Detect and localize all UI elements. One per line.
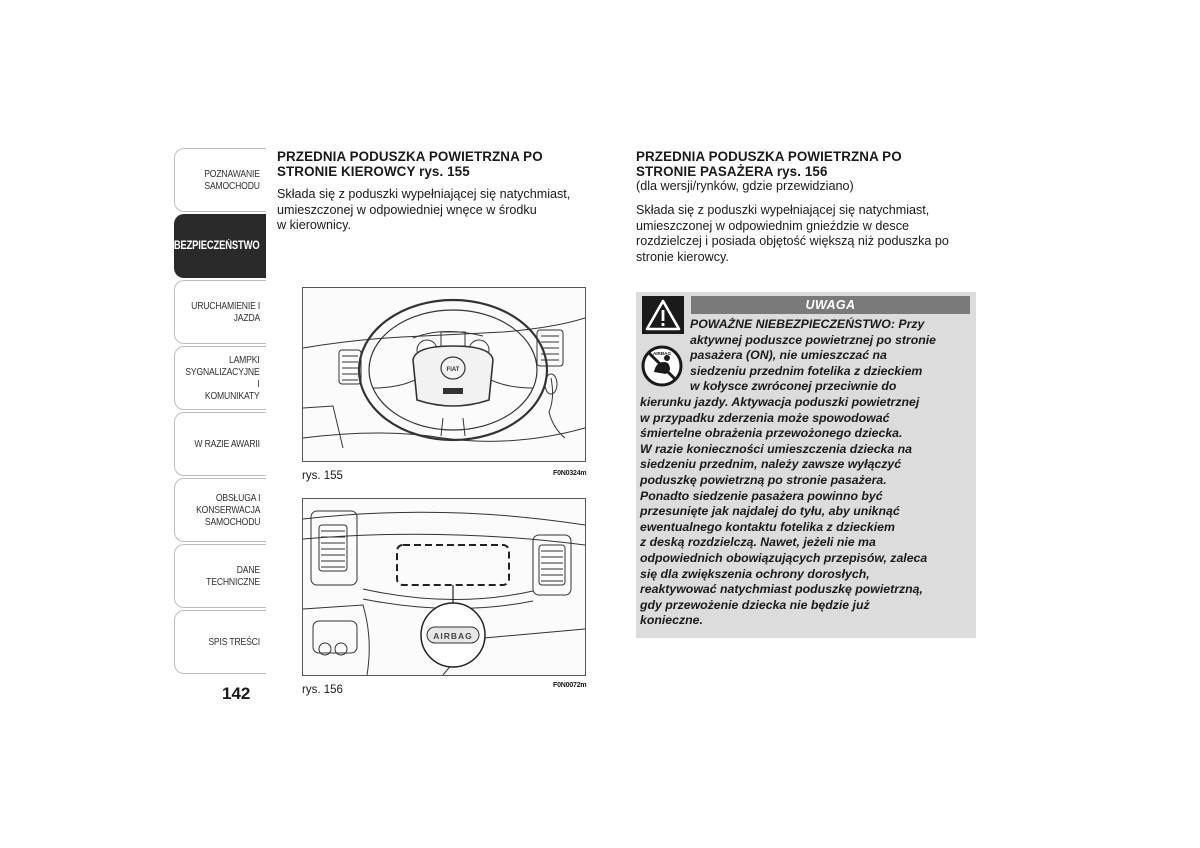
figure-caption-156: rys. 156 (302, 684, 343, 696)
tab-label: POZNAWANIE SAMOCHODU (204, 168, 260, 192)
fiat-logo: FIAT (446, 367, 460, 373)
steering-wheel-illustration (303, 288, 585, 461)
tab-dane-techniczne[interactable] (174, 544, 266, 608)
section-heading-driver: PRZEDNIA PODUSZKA POWIETRZNA PO STRONIE KIEROWCY rys. 155 (277, 149, 543, 179)
warning-text-indented: POWAŻNE NIEBEZPIECZEŃSTWO: Przy aktywnej poduszce powietrznej po stronie pasażera (ON), nie umieszczać na siedzeniu przednim fotelika z dzieckiem w kołysce zwróconej przeciwnie do (690, 317, 936, 394)
tab-label: URUCHAMIENIE I JAZDA (191, 300, 260, 324)
chapter-tabs (174, 148, 266, 676)
tab-poznawanie-samochodu[interactable] (174, 148, 266, 212)
tab-label: LAMPKI SYGNALIZACYJNE I KOMUNIKATY (185, 354, 260, 402)
section-subheading: (dla wersji/rynków, gdzie przewidziano) (636, 179, 854, 193)
warning-triangle-icon (642, 296, 684, 334)
passenger-dashboard-illustration (303, 499, 585, 675)
figure-passenger-dashboard (302, 498, 586, 676)
tab-bezpieczenstwo[interactable] (174, 214, 266, 278)
tab-label: OBSŁUGA I KONSERWACJA SAMOCHODU (195, 492, 260, 528)
figure-code-155: F0N0324m (553, 470, 587, 477)
figure-code-156: F0N0072m (553, 682, 587, 689)
tab-obsluga-i-konserwacja[interactable] (174, 478, 266, 542)
warning-title: UWAGA (691, 296, 970, 314)
tab-label: BEZPIECZEŃSTWO (174, 240, 260, 252)
warning-text-full: kierunku jazdy. Aktywacja poduszki powietrznej w przypadku zderzenia może spowodować śmiertelne obrażenia przewożonego dziecka. W razie konieczności umieszczenia dziecka na siedzeniu przednim, należy zawsze wyłączyć poduszkę powietrzną po stronie pasażera. Ponadto siedzenie pasażera powinno być przesunięte jak najdalej do tyłu, aby uniknąć ewentualnego kontaktu fotelika z dzieckiem z deską rozdzielczą. Nawet, jeżeli nie ma odpowiednich obowiązujących przepisów, zaleca się dla zwiększenia ochrony dorosłych, reaktywować natychmiast poduszkę powietrzną, gdy przewożenie dziecka nie będzie już konieczne. (640, 395, 928, 628)
section-heading-passenger: PRZEDNIA PODUSZKA POWIETRZNA PO STRONIE PASAŻERA rys. 156 (636, 149, 902, 179)
tab-spis-tresci[interactable] (174, 610, 266, 674)
section-body-passenger: Składa się z poduszki wypełniającej się natychmiast, umieszczonej w odpowiednim gnieździe w desce rozdzielczej i posiada objętość większą niż poduszka po stronie kierowcy. (636, 203, 949, 264)
tab-label: W RAZIE AWARII (194, 438, 260, 450)
warning-box (636, 292, 976, 638)
figure-caption-155: rys. 155 (302, 470, 343, 482)
figure-steering-wheel (302, 287, 586, 462)
svg-text:AIRBAG: AIRBAG (652, 351, 672, 356)
section-body-driver: Składa się z poduszki wypełniającej się natychmiast, umieszczonej w odpowiedniej wnęce w środku w kierownicy. (277, 187, 571, 232)
tab-label: SPIS TREŚCI (208, 636, 260, 648)
tab-label: DANE TECHNICZNE (206, 564, 260, 588)
tab-uruchamienie-i-jazda[interactable] (174, 280, 266, 344)
no-child-seat-airbag-icon (640, 344, 684, 388)
page-number: 142 (222, 684, 251, 703)
airbag-badge: AIRBAG (433, 631, 473, 641)
tab-w-razie-awarii[interactable] (174, 412, 266, 476)
tab-lampki-sygnalizacyjne[interactable] (174, 346, 266, 410)
